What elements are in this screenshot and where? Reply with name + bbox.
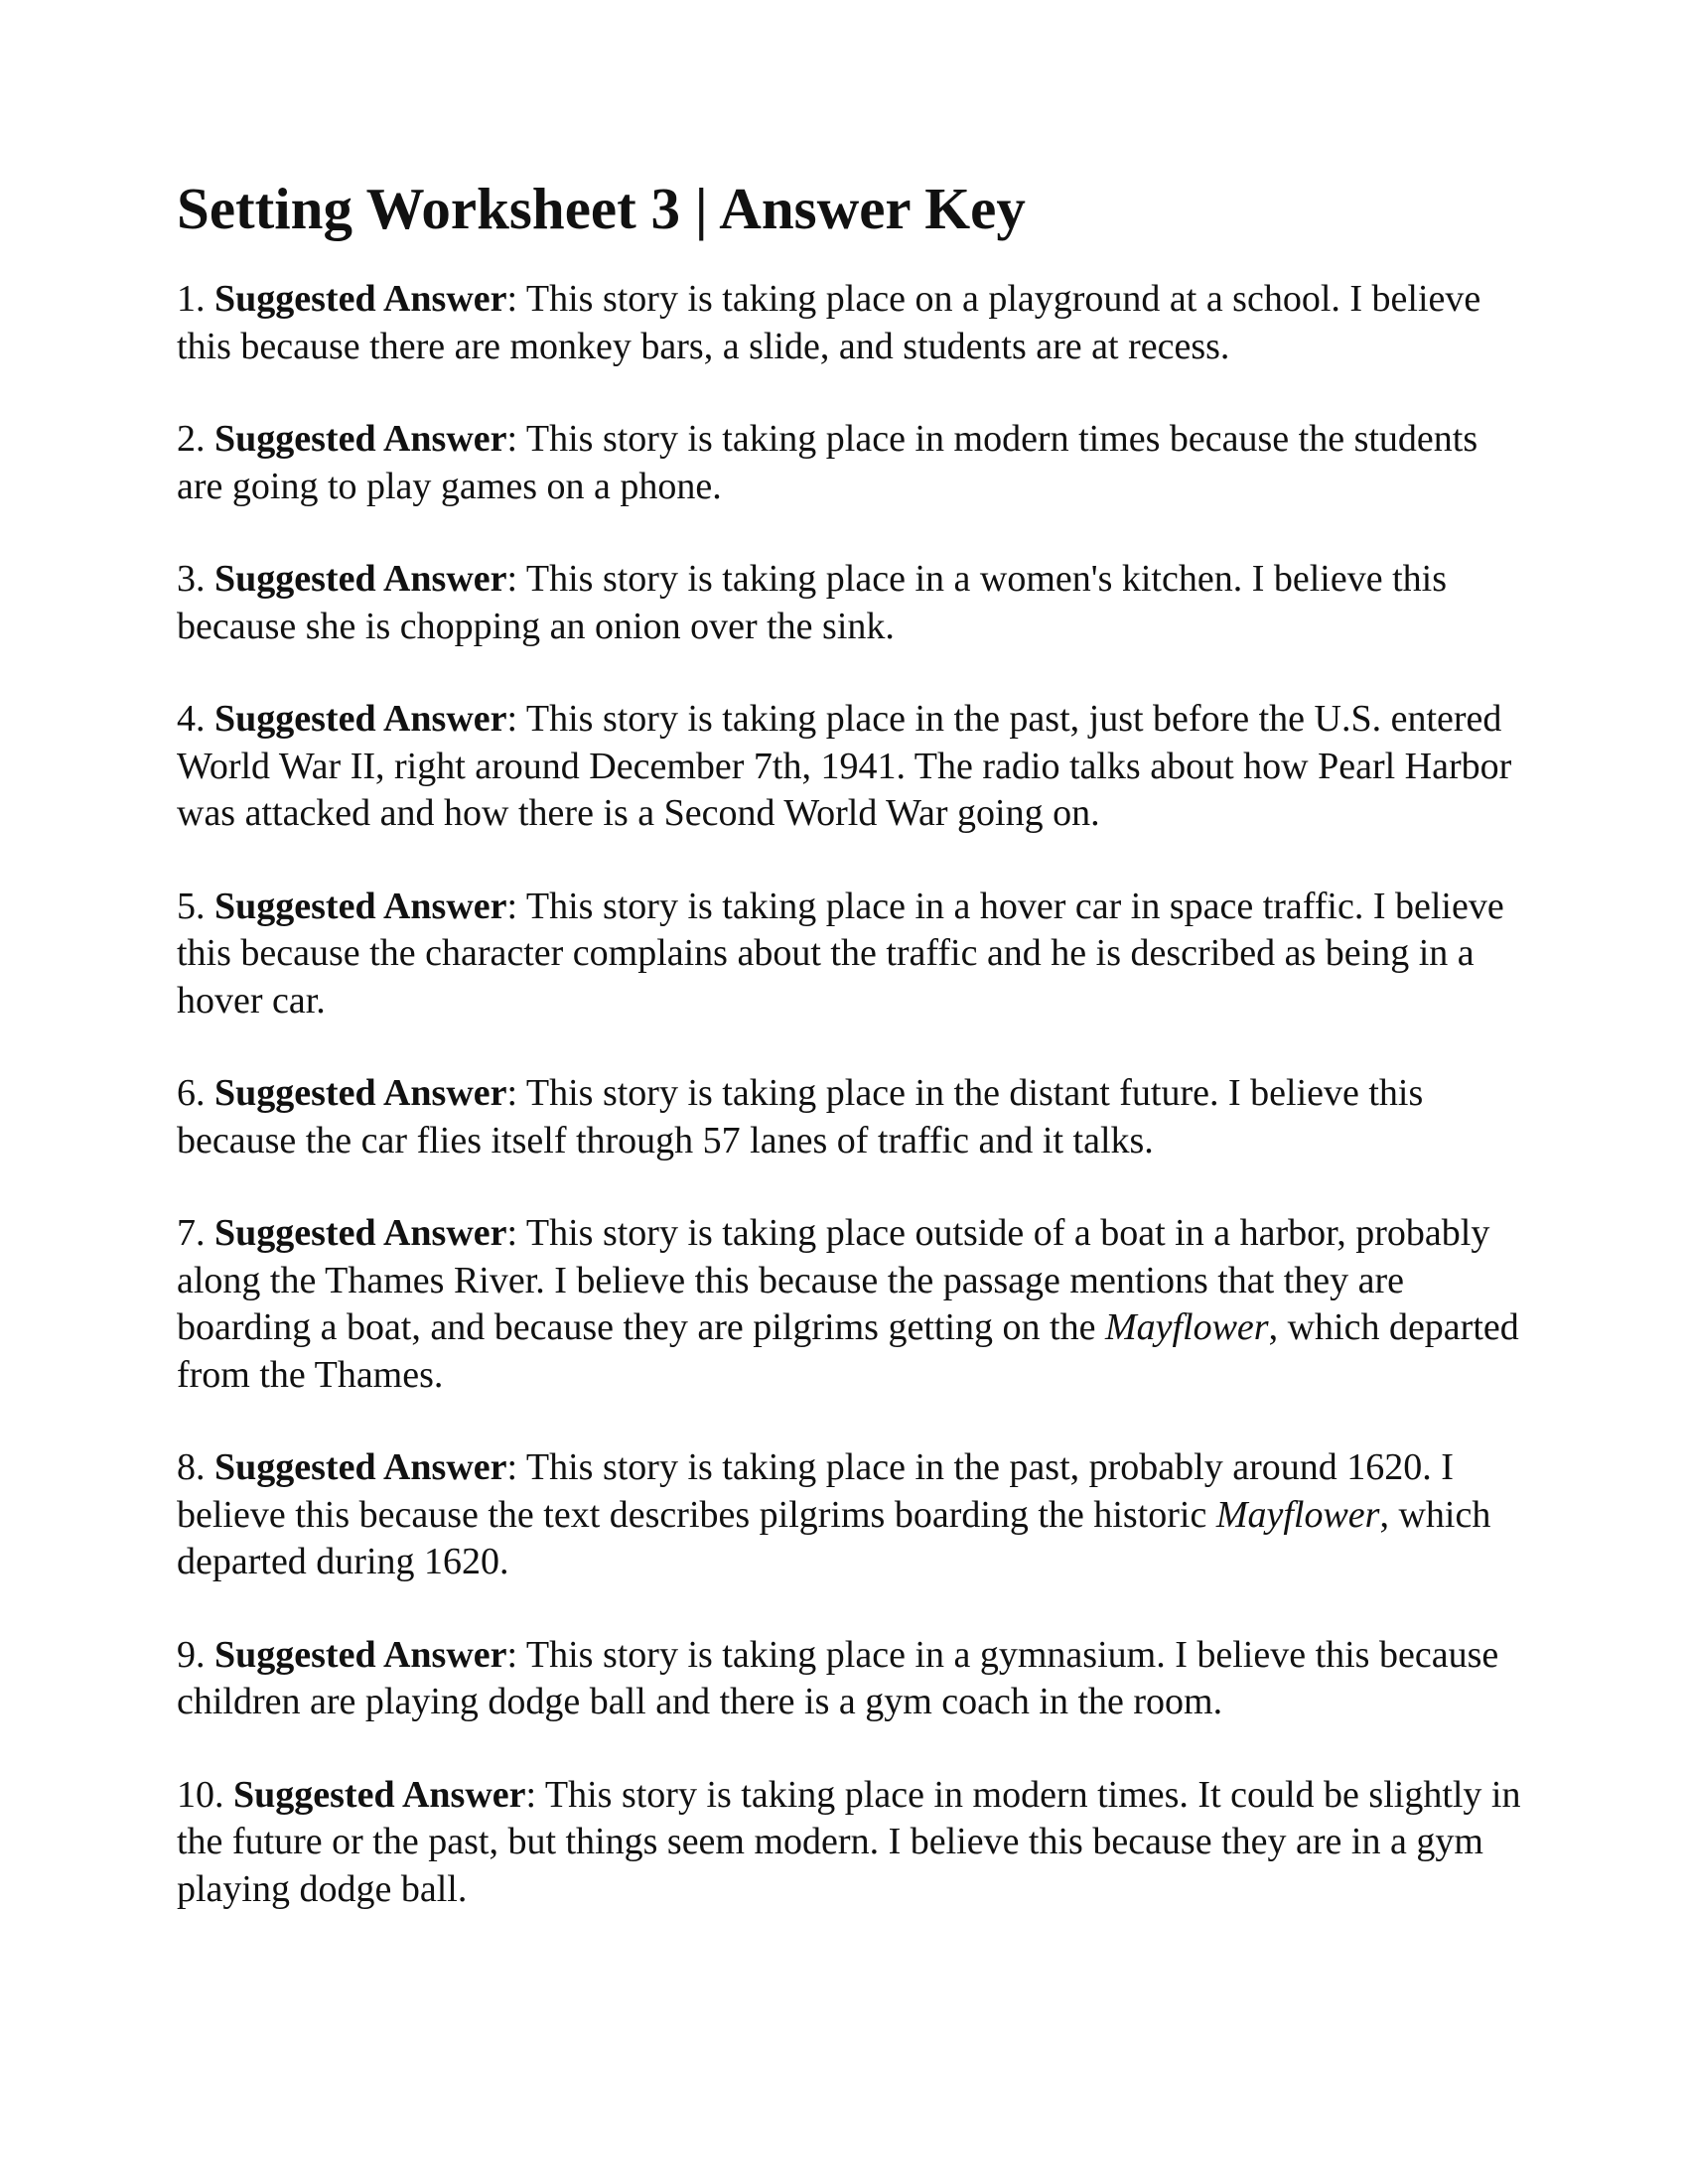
answer-number: 9.: [177, 1633, 206, 1676]
answer-text: This story is taking place in a hover car in space traffic. I believe this because the character complains about the traffic and he is described as being in a hover car.: [177, 885, 1504, 1022]
answer-text: This story is taking place on a playground at a school. I believe this because there are monkey bars, a slide, and students are at recess.: [177, 278, 1481, 367]
answer-text: This story is taking place in the past, probably around 1620. I believe this because the text describes pilgrims boarding the historic: [177, 1446, 1454, 1536]
answer-label: Suggested Answer: [214, 1072, 507, 1114]
answer-text-end: , which departed from the Thames.: [177, 1306, 1519, 1396]
answer-text: This story is taking place in a women's kitchen. I believe this because she is chopping an onion over the sink.: [177, 558, 1447, 647]
answer-item-7: 7. Suggested Answer: This story is taking place outside of a boat in a harbor, probably along the Thames River. I believe this because the passage mentions that they are boarding a boat, and because they are pilgrims getting on the Mayflower, which departed from the Thames.: [177, 1212, 1519, 1396]
answer-text: This story is taking place in the past, just before the U.S. entered World War II, right around December 7th, 1941. The radio talks about how Pearl Harbor was attacked and how there is a Second World War going on.: [177, 698, 1512, 834]
answer-item-5: 5. Suggested Answer: This story is taking place in a hover car in space traffic. I believe this because the character complains about the traffic and he is described as being in a hover car.: [177, 885, 1504, 1022]
ship-name: Mayflower: [1215, 1493, 1380, 1536]
answer-number: 10.: [177, 1773, 224, 1816]
answer-label: Suggested Answer: [214, 1633, 507, 1676]
answer-item-8: 8. Suggested Answer: This story is taking place in the past, probably around 1620. I believe this because the text describes pilgrims boarding the historic Mayflower, which departed during 1620.: [177, 1446, 1491, 1582]
answer-item-10: 10. Suggested Answer: This story is taking place in modern times. It could be slightly in the future or the past, but things seem modern. I believe this because they are in a gym playing dodge ball.: [177, 1773, 1521, 1910]
answer-text: This story is taking place in a gymnasium. I believe this because children are playing dodge ball and there is a gym coach in the room.: [177, 1633, 1499, 1722]
ship-name: Mayflower: [1104, 1306, 1269, 1348]
answer-number: 8.: [177, 1446, 206, 1488]
answer-label: Suggested Answer: [214, 278, 507, 320]
answer-text: This story is taking place in modern times because the students are going to play games on a phone.: [177, 418, 1478, 507]
answer-number: 4.: [177, 698, 206, 740]
answer-item-4: 4. Suggested Answer: This story is taking place in the past, just before the U.S. entered World War II, right around December 7th, 1941. The radio talks about how Pearl Harbor was attacked and how there is a Second World War going on.: [177, 698, 1512, 834]
answer-number: 1.: [177, 278, 206, 320]
answer-item-1: 1. Suggested Answer: This story is taking place on a playground at a school. I believe this because there are monkey bars, a slide, and students are at recess.: [177, 278, 1481, 367]
answer-label: Suggested Answer: [214, 698, 507, 740]
worksheet-page: [177, 177, 1527, 1959]
answer-list: [177, 276, 1527, 1913]
answer-label: Suggested Answer: [214, 418, 507, 460]
answer-number: 2.: [177, 418, 206, 460]
answer-number: 3.: [177, 558, 206, 600]
page-title: Setting Worksheet 3 | Answer Key: [177, 176, 1026, 241]
answer-text-end: , which departed during 1620.: [177, 1493, 1491, 1582]
answer-item-3: 3. Suggested Answer: This story is taking place in a women's kitchen. I believe this because she is chopping an onion over the sink.: [177, 558, 1447, 647]
answer-item-9: 9. Suggested Answer: This story is taking place in a gymnasium. I believe this because children are playing dodge ball and there is a gym coach in the room.: [177, 1633, 1499, 1722]
answer-number: 5.: [177, 885, 206, 927]
answer-number: 6.: [177, 1072, 206, 1114]
answer-number: 7.: [177, 1212, 206, 1254]
answer-label: Suggested Answer: [214, 885, 507, 927]
answer-text: This story is taking place in modern times. It could be slightly in the future or the past, but things seem modern. I believe this because they are in a gym playing dodge ball.: [177, 1773, 1521, 1910]
answer-label: Suggested Answer: [233, 1773, 526, 1816]
answer-item-6: 6. Suggested Answer: This story is taking place in the distant future. I believe this because the car flies itself through 57 lanes of traffic and it talks.: [177, 1072, 1424, 1161]
answer-label: Suggested Answer: [214, 1446, 507, 1488]
answer-item-2: 2. Suggested Answer: This story is taking place in modern times because the students are going to play games on a phone.: [177, 418, 1478, 507]
answer-label: Suggested Answer: [214, 558, 507, 600]
answer-text: This story is taking place outside of a boat in a harbor, probably along the Thames River. I believe this because the passage mentions that they are boarding a boat, and because they are pilgrims getting on the: [177, 1212, 1490, 1348]
answer-label: Suggested Answer: [214, 1212, 507, 1254]
answer-text: This story is taking place in the distant future. I believe this because the car flies itself through 57 lanes of traffic and it talks.: [177, 1072, 1424, 1161]
